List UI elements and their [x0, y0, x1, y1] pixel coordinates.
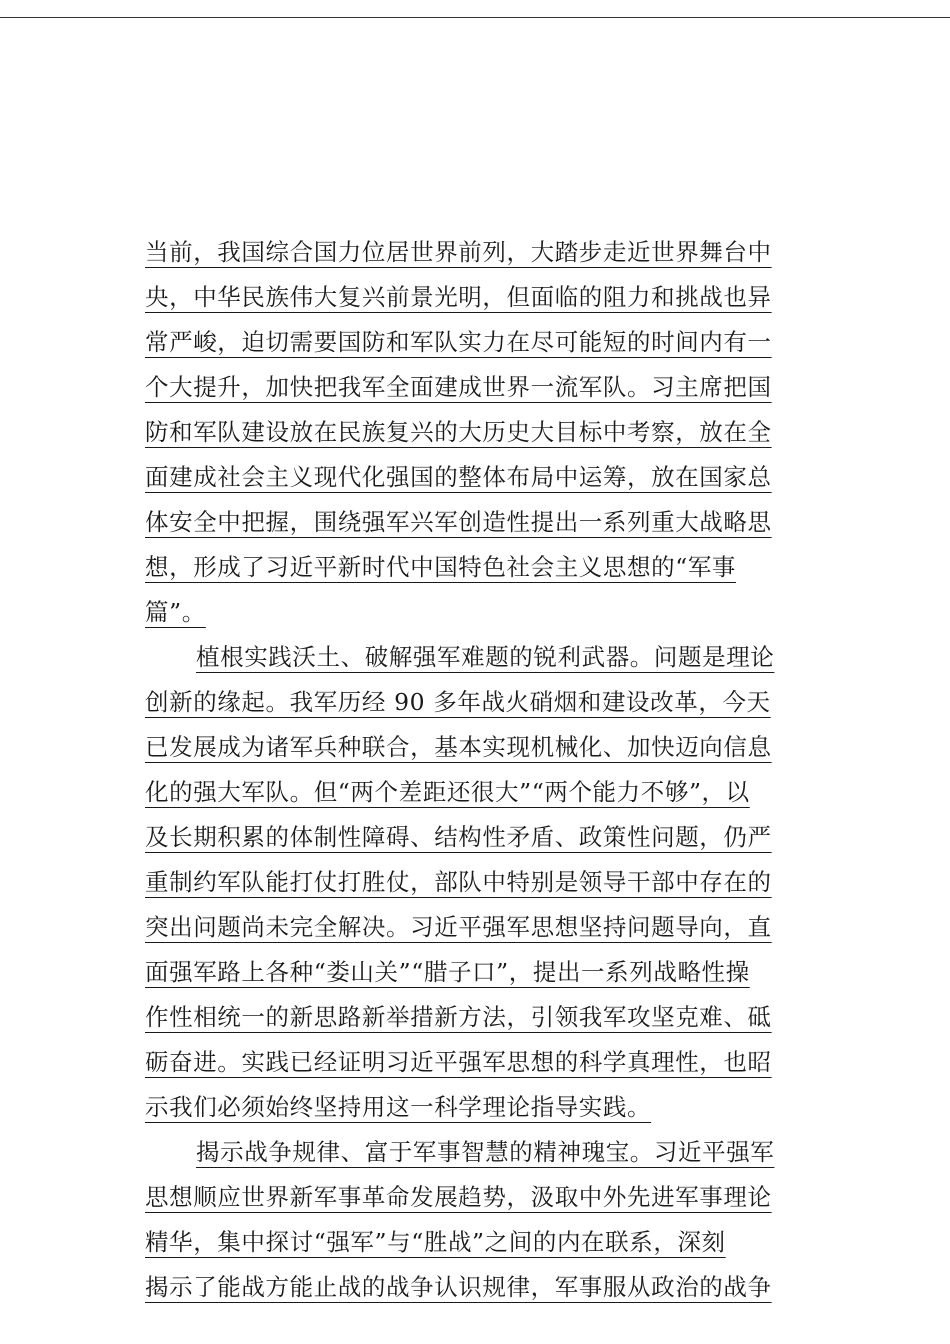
text-line	[145, 1085, 835, 1130]
text-line	[145, 950, 835, 995]
text-line-content: 当前，我国综合国力位居世界前列，大踏步走近世界舞台中	[145, 238, 772, 266]
text-line	[145, 770, 835, 815]
paragraph-context	[145, 230, 835, 635]
text-line-content: 篇”。	[145, 598, 206, 626]
text-line-content: 常严峻，迫切需要国防和军队实力在尽可能短的时间内有一	[145, 328, 772, 356]
text-line-content: 作性相统一的新思路新举措新方法，引领我军攻坚克难、砥	[145, 1003, 772, 1031]
text-line	[145, 500, 835, 545]
text-line-content: 防和军队建设放在民族复兴的大历史大目标中考察，放在全	[145, 418, 772, 446]
text-line	[145, 680, 835, 725]
text-line	[145, 995, 835, 1040]
text-line	[145, 635, 835, 680]
text-line-content: 已发展成为诸军兵种联合，基本实现机械化、加快迈向信息	[145, 733, 772, 761]
text-line-content: 思想顺应世界新军事革命发展趋势，汲取中外先进军事理论	[145, 1183, 772, 1211]
text-line	[145, 410, 835, 455]
text-line-content: 面强军路上各种“娄山关”“腊子口”，提出一系列战略性操	[145, 958, 750, 986]
text-line	[145, 905, 835, 950]
text-line-content: 突出问题尚未完全解决。习近平强军思想坚持问题导向，直	[145, 913, 772, 941]
text-line	[145, 590, 835, 635]
text-line-content: 砺奋进。实践已经证明习近平强军思想的科学真理性，也昭	[145, 1048, 772, 1076]
text-line	[145, 725, 835, 770]
text-line	[145, 1175, 835, 1220]
paragraph-practice-weapon	[145, 635, 835, 1130]
text-line	[145, 275, 835, 320]
text-line-content: 精华，集中探讨“强军”与“胜战”之间的内在联系，深刻	[145, 1228, 726, 1256]
text-line-content: 植根实践沃土、破解强军难题的锐利武器。问题是理论	[196, 643, 775, 671]
text-line-content: 创新的缘起。我军历经 90 多年战火硝烟和建设改革，今天	[145, 688, 771, 716]
text-line	[145, 1040, 835, 1085]
text-line	[145, 545, 835, 590]
text-line	[145, 1265, 835, 1310]
header-rule	[0, 17, 950, 18]
text-line-content: 揭示战争规律、富于军事智慧的精神瑰宝。习近平强军	[196, 1138, 775, 1166]
text-line-content: 揭示了能战方能止战的战争认识规律，军事服从政治的战争	[145, 1273, 772, 1301]
text-line	[145, 1220, 835, 1265]
text-line	[145, 455, 835, 500]
text-line-content: 个大提升，加快把我军全面建成世界一流军队。习主席把国	[145, 373, 772, 401]
text-line	[145, 230, 835, 275]
text-line-content: 及长期积累的体制性障碍、结构性矛盾、政策性问题，仍严	[145, 823, 772, 851]
text-line-content: 示我们必须始终坚持用这一科学理论指导实践。	[145, 1093, 652, 1121]
text-line-content: 央，中华民族伟大复兴前景光明，但面临的阻力和挑战也异	[145, 283, 772, 311]
paragraph-war-laws	[145, 1130, 835, 1310]
text-line	[145, 1130, 835, 1175]
text-line	[145, 365, 835, 410]
text-line-content: 想，形成了习近平新时代中国特色社会主义思想的“军事	[145, 553, 737, 581]
text-line-content: 重制约军队能打仗打胜仗，部队中特别是领导干部中存在的	[145, 868, 772, 896]
text-line-content: 体安全中把握，围绕强军兴军创造性提出一系列重大战略思	[145, 508, 772, 536]
text-line	[145, 320, 835, 365]
text-line-content: 化的强大军队。但“两个差距还很大”“两个能力不够”，以	[145, 778, 750, 806]
document-body	[145, 230, 835, 1310]
text-line	[145, 860, 835, 905]
text-line-content: 面建成社会主义现代化强国的整体布局中运筹，放在国家总	[145, 463, 772, 491]
text-line	[145, 815, 835, 860]
